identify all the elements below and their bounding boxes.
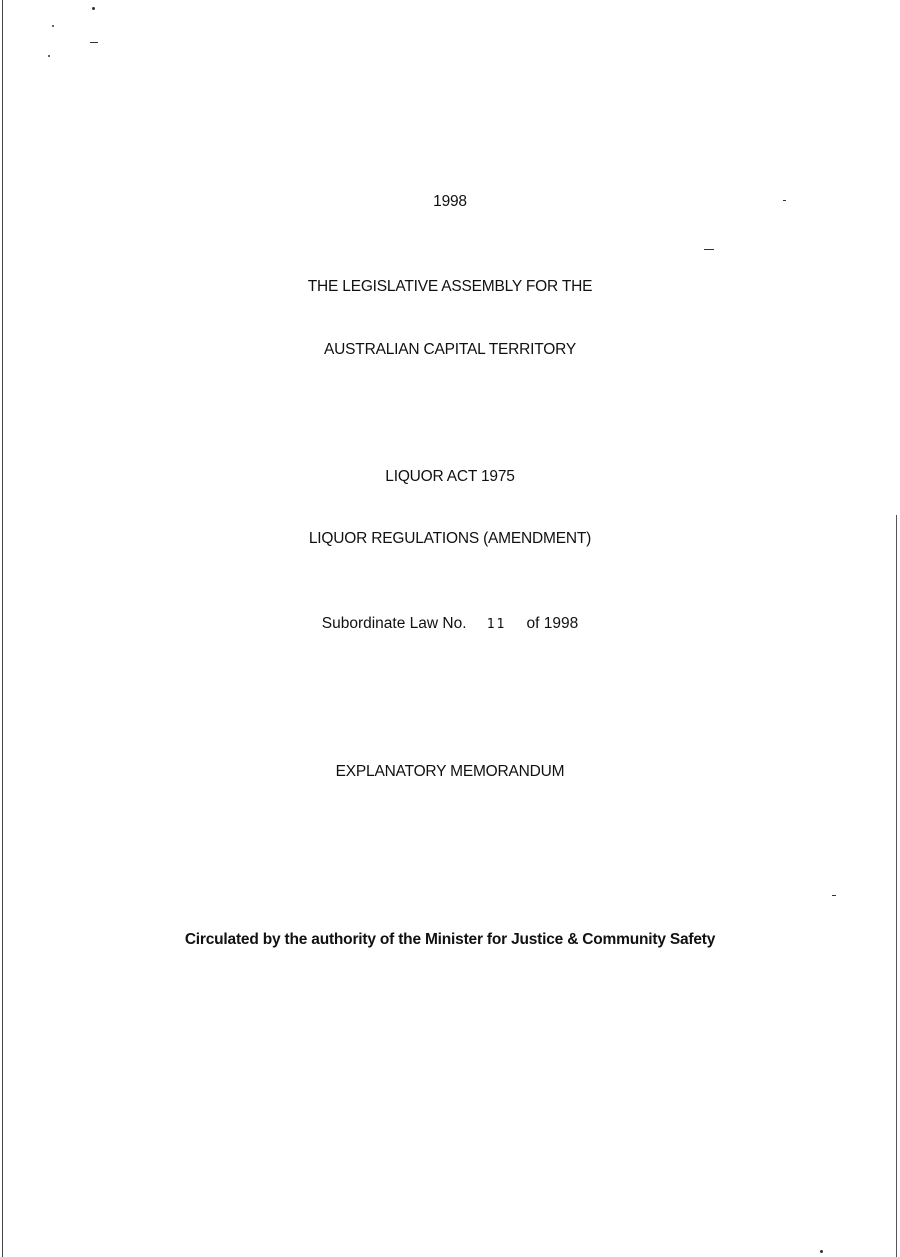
memorandum-title: EXPLANATORY MEMORANDUM bbox=[335, 763, 565, 780]
scan-speck bbox=[832, 895, 836, 896]
circulated-by-statement: Circulated by the authority of the Minister for Justice & Community Safety bbox=[184, 931, 716, 948]
assembly-heading-line2: AUSTRALIAN CAPITAL TERRITORY bbox=[324, 341, 576, 358]
subordinate-law-prefix: Subordinate Law No. bbox=[321, 615, 467, 632]
scan-speck bbox=[48, 55, 50, 57]
scan-speck bbox=[820, 1250, 823, 1253]
subordinate-law-suffix: of 1998 bbox=[526, 615, 579, 632]
scan-speck bbox=[92, 7, 95, 10]
scan-speck bbox=[52, 25, 54, 27]
scan-speck bbox=[90, 42, 98, 43]
assembly-heading-line1: THE LEGISLATIVE ASSEMBLY FOR THE bbox=[307, 278, 593, 295]
document-year: 1998 bbox=[433, 193, 467, 210]
regulations-title: LIQUOR REGULATIONS (AMENDMENT) bbox=[308, 530, 592, 547]
act-title: LIQUOR ACT 1975 bbox=[385, 468, 515, 485]
scan-speck bbox=[704, 249, 714, 250]
subordinate-law-number: 11 bbox=[486, 617, 507, 632]
subordinate-law-line bbox=[0, 615, 900, 634]
